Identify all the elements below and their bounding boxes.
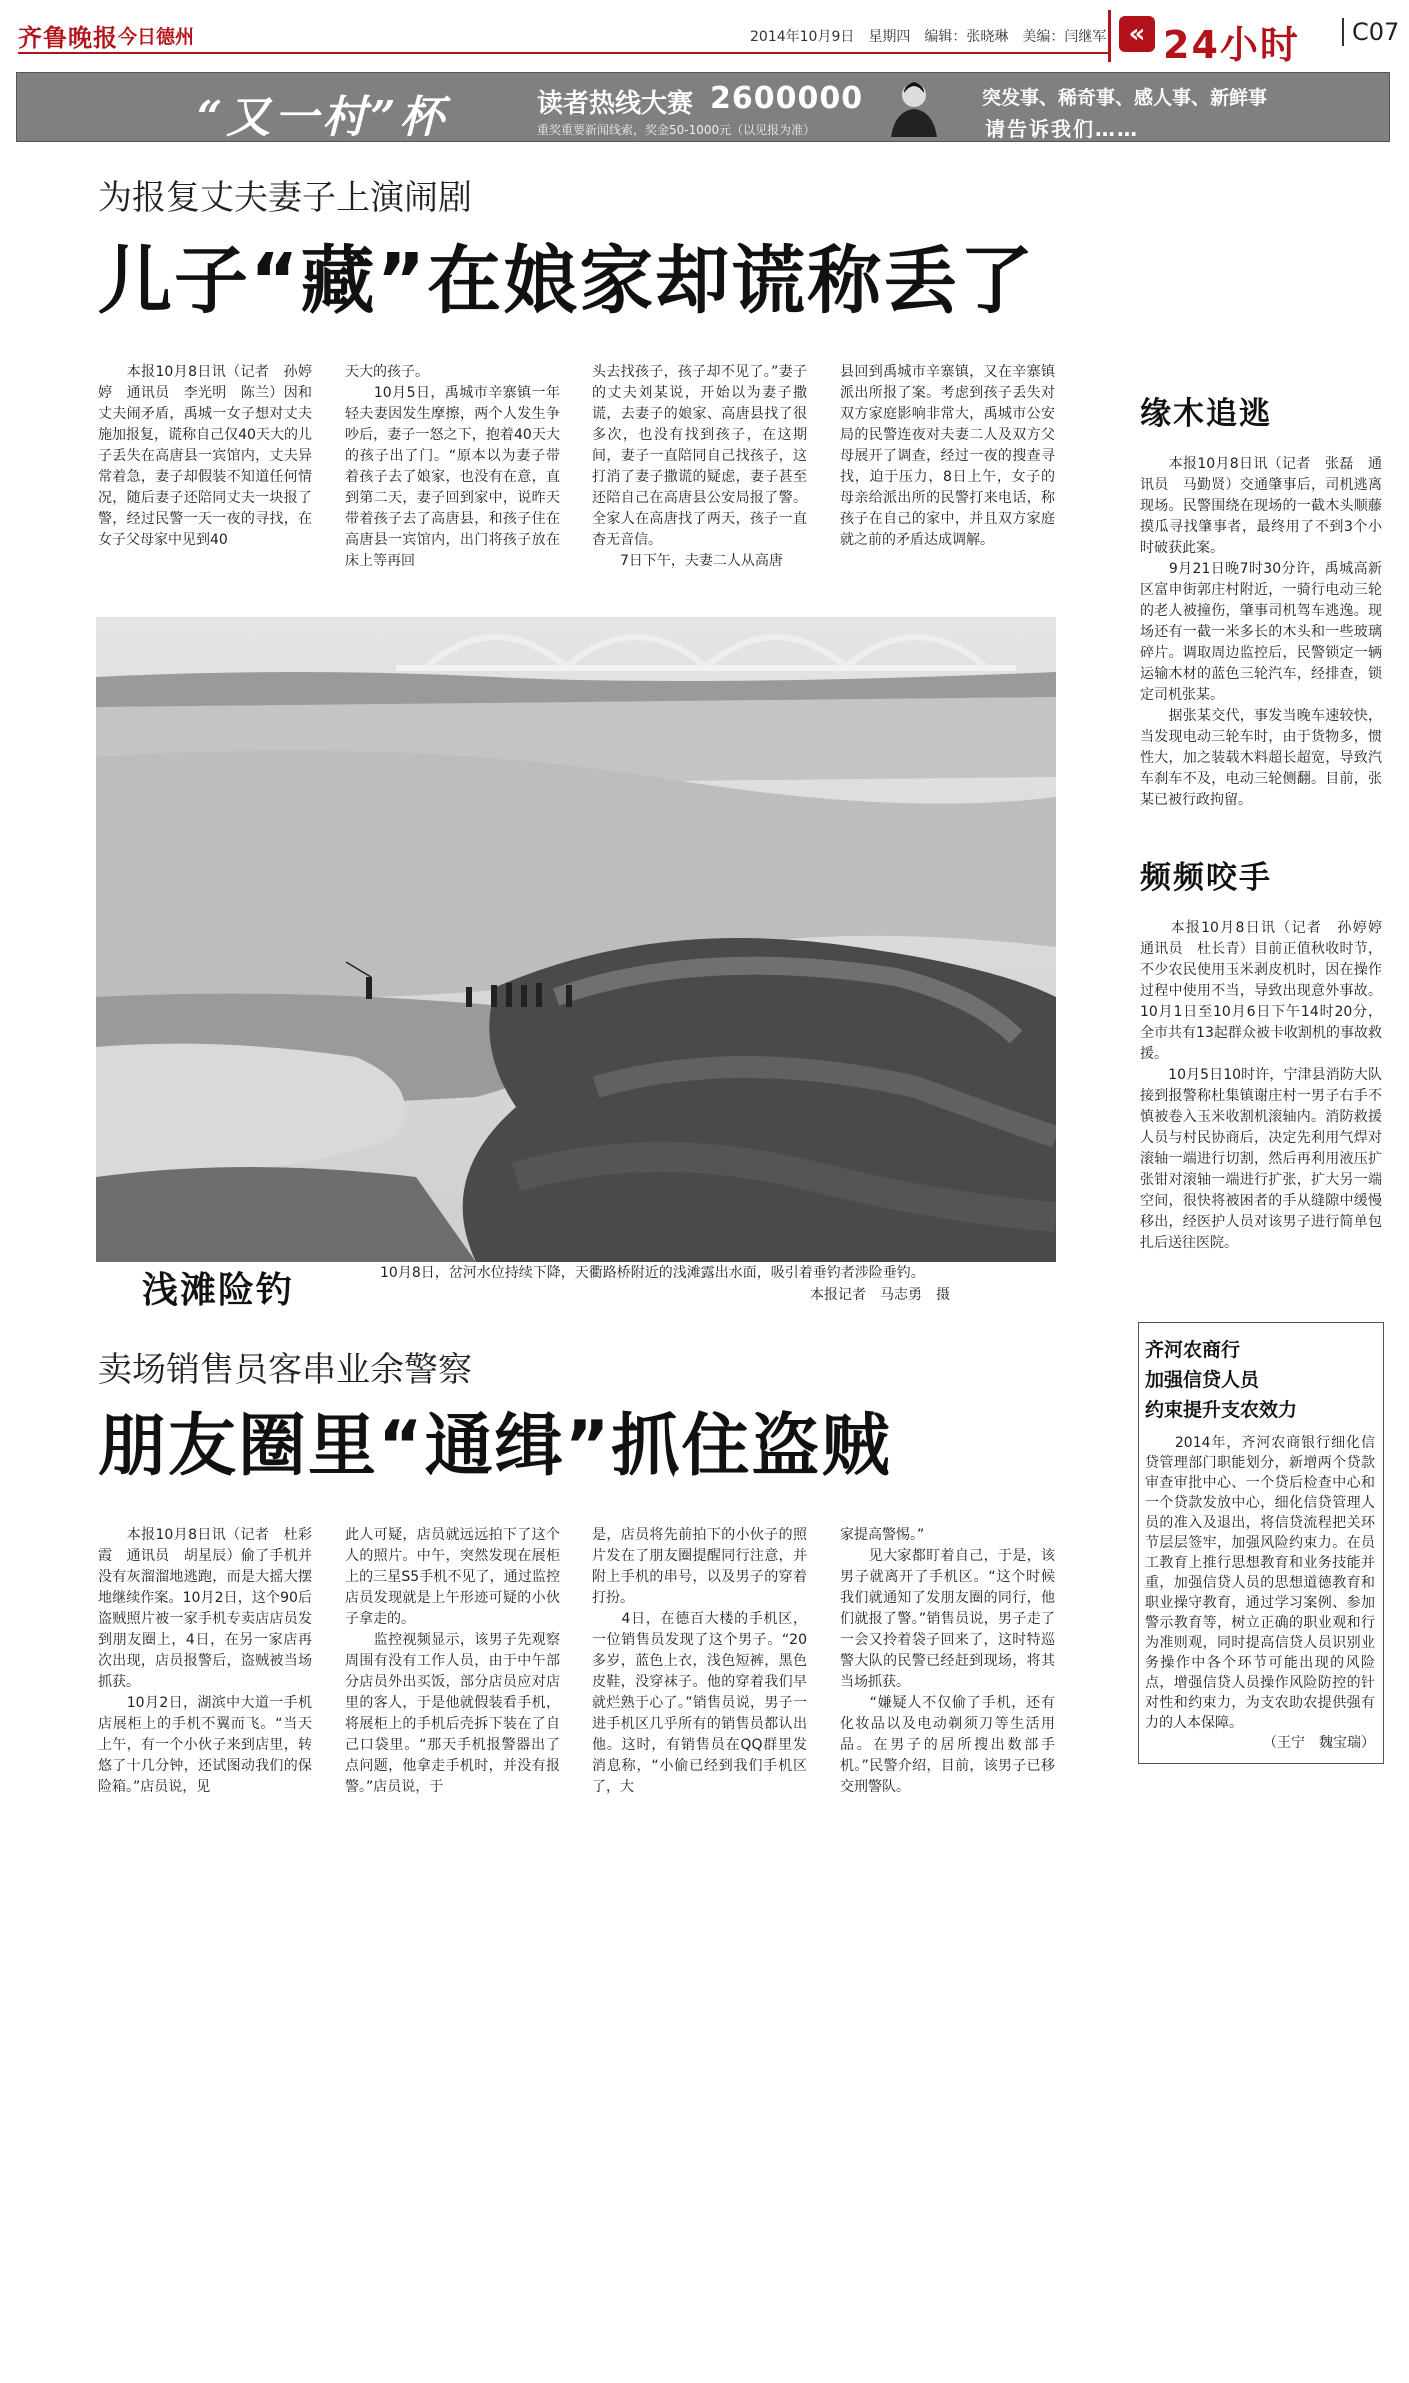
section-name: 今日德州 — [118, 26, 195, 48]
side1-body: 本报10月8日讯（记者 张磊 通讯员 马勤贤）交通肇事后，司机逃离现场。民警围绕在现场的一截木头顺藤摸瓜寻找肇事者，最终用了不到3个小时破获此案。 9月21日晚7时30分许，禹城高新区富申街郭庄村附近，一骑行电动三轮的老人被撞伤，肇事司机驾车逃逸。现场还有一截一米多长的木头和一些玻璃碎片。调取周边监控后，民警锁定一辆运输木材的蓝色三轮汽车，经排查，锁定司机张某。 据张某交代，事发当晚车速较快，当发现电动三轮车时，由于货物多，惯性大，加之装载木料超长超宽，导致汽车刹车不及，电动三轮侧翻。目前，张某已被行政拘留。 — [1140, 456, 1382, 808]
newspaper-logo: 齐鲁晚报 — [18, 23, 118, 52]
story2-column-4: 家提高警惕。” 见大家都盯着自己，于是，该男子就离开了手机区。“这个时候我们就通知了发朋友圈的同行，他们就报了警。”销售员说，男子走了一会又拎着袋子回来了，这时特巡警大队的民警已经赶到现场，将其当场抓获。 “嫌疑人不仅偷了手机，还有化妆品以及电动剃须刀等生活用品。在男子的居所搜出数部手机。”民警介绍，目前，该男子已移交刑警队。 — [840, 1527, 1055, 1795]
chevron-left-icon: « — [1119, 16, 1155, 52]
photo-credit: 本报记者 马志勇 摄 — [810, 1287, 950, 1303]
story1-kicker: 为报复丈夫妻子上演闹剧 — [98, 178, 472, 218]
operator-person-icon — [887, 77, 941, 137]
box-body-wrap — [1145, 1433, 1375, 1753]
story2-column-2: 此人可疑，店员就远远拍下了这个人的照片。中午，突然发现在展柜上的三星S5手机不见了，通过监控店员发现就是上午形迹可疑的小伙子拿走的。 监控视频显示，该男子先观察周围有没有工作人员，由于中午部分店员外出买饭，部分店员应对店里的客人，于是他就假装看手机，将展柜上的手机后壳拆下装在了自己口袋里。“那天手机报警器出了点问题，他拿走手机时，并没有报警。”店员说，于 — [345, 1527, 560, 1795]
header-rule — [18, 52, 1108, 54]
banner-hotline-label: 读者热线大赛 — [537, 89, 694, 119]
story2-kicker: 卖场销售员客串业余警察 — [98, 1350, 472, 1390]
photo-caption — [380, 1262, 1080, 1306]
story1-headline: 儿子“藏”在娘家却谎称丢了 — [98, 238, 1036, 324]
story2-column-3: 是，店员将先前拍下的小伙子的照片发在了朋友圈提醒同行注意，并附上手机的串号，以及男子的穿着打扮。 4日，在德百大楼的手机区，一位销售员发现了这个男子。“20多岁，蓝色上衣，浅色短裤，黑色皮鞋，没穿袜子。他的穿着我们早就烂熟于心了。”销售员说，男子一进手机区几乎所有的销售员都认出他。这时，有销售员在QQ群里发消息称，“小偷已经到我们手机区了，大 — [592, 1527, 807, 1795]
banner-slogan-1: 突发事、稀奇事、感人事、新鲜事 — [982, 87, 1268, 109]
story1-column-3: 头去找孩子，孩子却不见了。”妻子的丈夫刘某说，开始以为妻子撒谎，去妻子的娘家、高唐县找了很多次，也没有找到孩子，在这期间，妻子一直陪同自己找孩子，这打消了妻子撒谎的疑虑，妻子甚至还陪自己在高唐县公安局报了警。全家人在高唐找了两天，孩子一直杳无音信。 7日下午，夫妻二人从高唐 — [592, 364, 807, 569]
issue-meta: 2014年10月9日 星期四 编辑：张晓琳 美编：闫继军 — [750, 29, 1107, 45]
section-brand — [1108, 10, 1339, 67]
brand-24h: 24小时 — [1163, 23, 1300, 67]
side2-body: 本报10月8日讯（记者 孙婷婷 通讯员 杜长青）目前正值秋收时节，不少农民使用玉米剥皮机时，因在操作过程中使用不当，导致出现意外事故。10月1日至10月6日下午14时20分，全市共有13起群众被卡收割机的事故救援。 10月5日10时许，宁津县消防大队接到报警称杜集镇谢庄村一男子右手不慎被卷入玉米收割机滚轴内。消防救援人员与村民协商后，决定先利用气焊对滚轴一端进行切割，然后再利用液压扩张钳对滚轴一端进行扩张，扩大另一端空间，很快将被困者的手从缝隙中缓慢移出，经医护人员对该男子进行简单包扎后送往医院。 — [1140, 920, 1382, 1251]
banner-slogan-2: 请告诉我们…… — [985, 117, 1139, 141]
box-headline: 齐河农商行 加强信贷人员 约束提升支农效力 — [1145, 1339, 1298, 1421]
bank-news-box — [1138, 1322, 1384, 1764]
photo-caption-text: 10月8日，岔河水位持续下降，天衢路桥附近的浅滩露出水面，吸引着垂钓者涉险垂钓。 — [380, 1265, 925, 1281]
hotline-banner — [16, 72, 1390, 142]
box-body: 2014年，齐河农商银行细化信贷管理部门职能划分，新增两个贷款审查审批中心、一个贷后检查中心和一个贷款发放中心，细化信贷管理人员的准入及退出，将信贷流程把关环节层层签牢，加强风险约束力。在员工教育上推行思想教育和业务技能并重，加强信贷人员的思想道德教育和职业操守教育，通过学习案例、参加警示教育等，树立正确的职业观和行为准则观，同时提高信贷人员识别业务操作中各个环节可能出现的风险点，增强信贷人员操作风险防控的针对性和约束力，为支农助农提供强有力的人本保障。 — [1145, 1435, 1375, 1731]
photo-title: 浅滩险钓 — [142, 1270, 295, 1311]
story2-column-1: 本报10月8日讯（记者 杜彩霞 通讯员 胡星辰）偷了手机并没有灰溜溜地逃跑，而是大摇大摆地继续作案。10月2日，这个90后盗贼照片被一家手机专卖店店员发到朋友圈上，4日，在另一家店再次出现，店员报警后，盗贼被当场抓获。 10月2日，湖滨中大道一手机店展柜上的手机不翼而飞。“当天上午，有一个小伙子来到店里，转悠了十几分钟，还试图动我们的保险箱。”店员说，见 — [98, 1527, 312, 1795]
side2-headline: 频频咬手 — [1140, 860, 1272, 896]
story1-column-1: 本报10月8日讯（记者 孙婷婷 通讯员 李光明 陈兰）因和丈夫闹矛盾，禹城一女子想对丈夫施加报复，谎称自己仅40天大的儿子丢失在高唐县一宾馆内，丈夫异常着急，妻子却假装不知道任何情况，随后妻子还陪同丈夫一块报了警，经过民警一天一夜的寻找，在女子父母家中见到40 — [98, 364, 312, 548]
banner-note: 重奖重要新闻线索，奖金50-1000元（以见报为准） — [537, 123, 816, 137]
story1-column-2: 天大的孩子。 10月5日，禹城市辛寨镇一年轻夫妻因发生摩擦，两个人发生争吵后，妻子一怒之下，抱着40天大的孩子出了门。“原本以为妻子带着孩子去了娘家，也没有在意，直到第二天，妻子回到家中，说昨天带着孩子去了高唐县，和孩子住在高唐县一宾馆内，出门将孩子放在床上等再回 — [345, 364, 560, 569]
banner-hotline-number: 2600000 — [710, 81, 864, 116]
box-byline: （王宁 魏宝瑞） — [1263, 1735, 1375, 1751]
story1-column-4: 县回到禹城市辛寨镇，又在辛寨镇派出所报了案。考虑到孩子丢失对双方家庭影响非常大，禹城市公安局的民警连夜对夫妻二人及双方父母展开了调查，经过一夜的搜查寻找，迫于压力，8日上午，女子的母亲给派出所的民警打来电话，称孩子在自己的家中，并且双方家庭就之前的矛盾达成调解。 — [840, 364, 1055, 548]
river-photo — [96, 617, 1056, 1262]
banner-cup: “又一村”杯 — [197, 92, 448, 143]
page-number: C07 — [1342, 18, 1399, 46]
side1-headline: 缘木追逃 — [1140, 396, 1272, 432]
story2-headline: 朋友圈里“通缉”抓住盗贼 — [98, 1407, 892, 1486]
